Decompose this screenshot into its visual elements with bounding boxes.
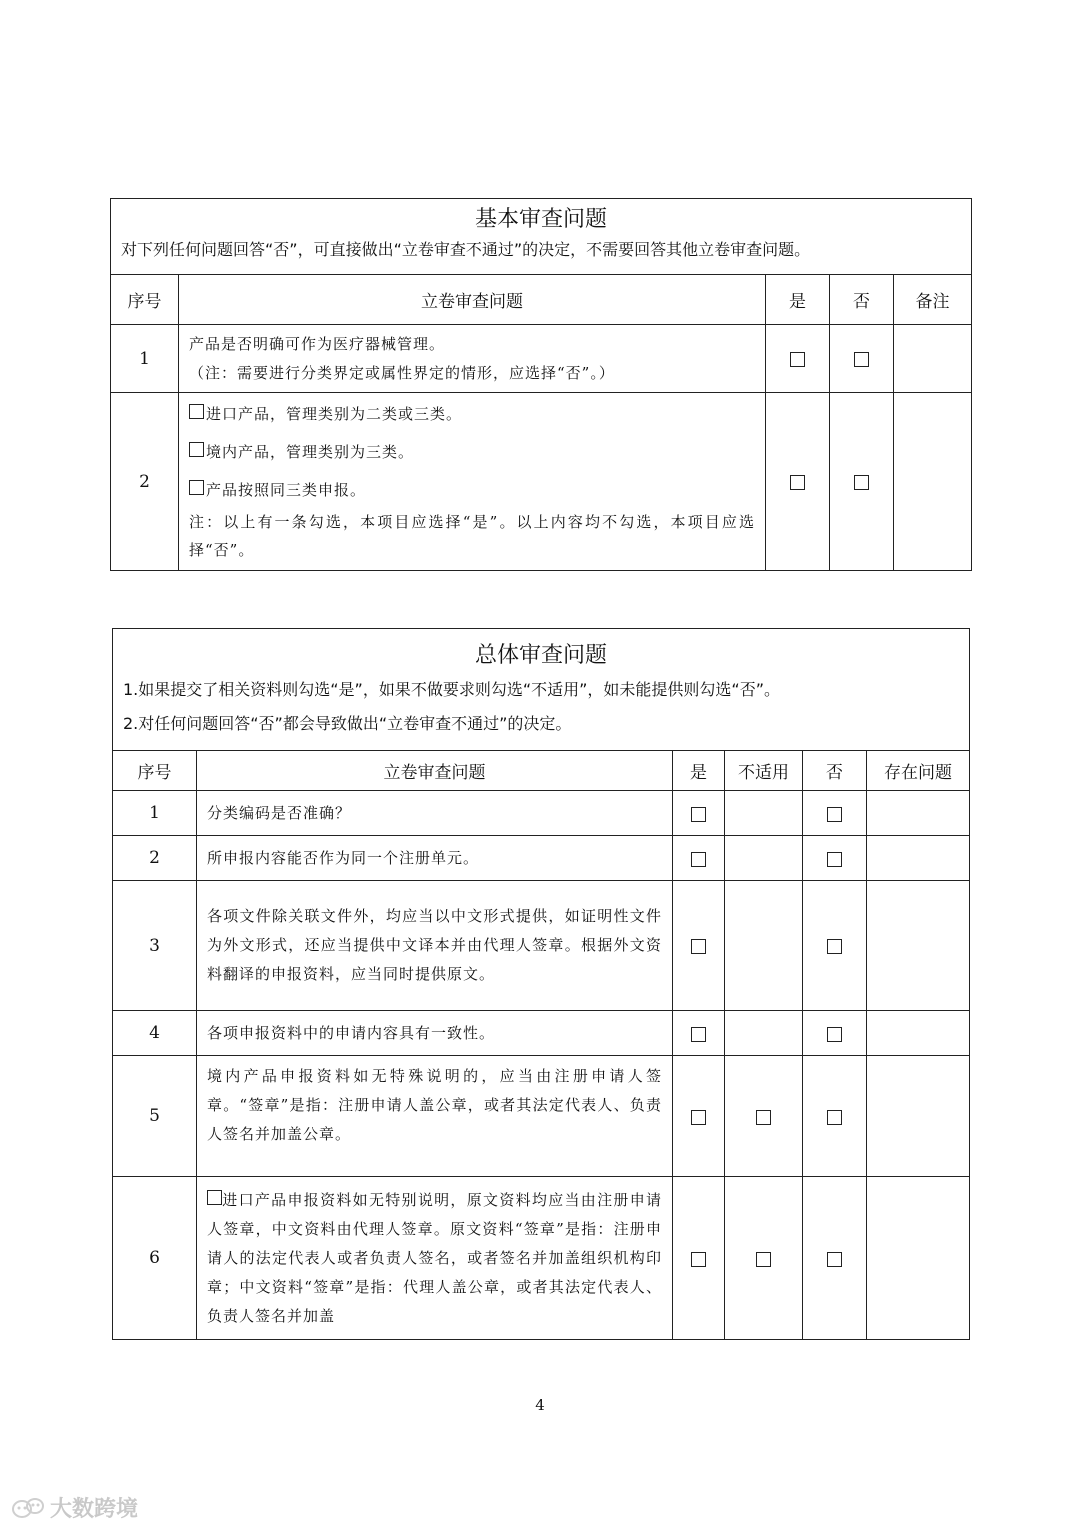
option-checkbox[interactable] xyxy=(189,442,204,457)
basic-header-no: 否 xyxy=(830,275,894,325)
basic-title-cell xyxy=(111,199,972,275)
not-applicable-cell xyxy=(725,791,803,836)
option-note: 注：以上有一条勾选，本项目应选择“是”。以上内容均不勾选，本项目应选择“否”。 xyxy=(189,512,755,559)
option-checkbox[interactable] xyxy=(207,1190,222,1205)
row-number: 5 xyxy=(113,1056,197,1177)
not-applicable-checkbox[interactable] xyxy=(756,1110,771,1125)
no-checkbox[interactable] xyxy=(827,852,842,867)
question-text xyxy=(179,393,766,571)
question-text: 各项文件除关联文件外，均应当以中文形式提供，如证明性文件为外文形式，还应当提供中文译本并由代理人签章。根据外文资料翻译的申报资料，应当同时提供原文。 xyxy=(197,881,673,1011)
yes-checkbox[interactable] xyxy=(691,852,706,867)
no-checkbox[interactable] xyxy=(827,1027,842,1042)
remarks-cell[interactable] xyxy=(894,393,972,571)
issues-cell[interactable] xyxy=(867,1056,970,1177)
remarks-cell[interactable] xyxy=(894,325,972,393)
overall-header-issues: 存在问题 xyxy=(867,751,970,791)
not-applicable-cell xyxy=(725,836,803,881)
overall-header-seq: 序号 xyxy=(113,751,197,791)
table-row xyxy=(113,1011,970,1056)
row-number: 6 xyxy=(113,1177,197,1340)
question-text: 分类编码是否准确？ xyxy=(197,791,673,836)
basic-header-question: 立卷审查问题 xyxy=(179,275,766,325)
row-number: 4 xyxy=(113,1011,197,1056)
not-applicable-cell xyxy=(725,881,803,1011)
basic-header-remarks: 备注 xyxy=(894,275,972,325)
basic-title: 基本审查问题 xyxy=(475,207,608,232)
table-row xyxy=(113,791,970,836)
table-row xyxy=(111,393,972,571)
question-text: 进口产品申报资料如无特别说明，原文资料均应当由注册申请人签章，中文资料由代理人签章。原文资料“签章”是指：注册申请人的法定代表人或者负责人签名，或者签名并加盖组织机构印章；中文资料“签章”是指：代理人盖公章，或者其法定代表人、负责人签名并加盖 xyxy=(197,1177,673,1340)
question-text: 产品是否明确可作为医疗器械管理。 （注：需要进行分类界定或属性界定的情形，应选择“否”。） xyxy=(179,325,766,393)
issues-cell[interactable] xyxy=(867,1177,970,1340)
overall-header-question: 立卷审查问题 xyxy=(197,751,673,791)
page-number: 4 xyxy=(535,1396,545,1414)
no-checkbox[interactable] xyxy=(827,1110,842,1125)
issues-cell[interactable] xyxy=(867,1011,970,1056)
row-number: 3 xyxy=(113,881,197,1011)
question-text: 所申报内容能否作为同一个注册单元。 xyxy=(197,836,673,881)
watermark-logo-icon xyxy=(10,1496,46,1520)
yes-checkbox[interactable] xyxy=(691,1110,706,1125)
yes-checkbox[interactable] xyxy=(790,352,805,367)
row-number: 2 xyxy=(111,393,179,571)
yes-checkbox[interactable] xyxy=(790,475,805,490)
basic-header-yes: 是 xyxy=(766,275,830,325)
issues-cell[interactable] xyxy=(867,791,970,836)
no-checkbox[interactable] xyxy=(827,939,842,954)
basic-intro: 对下列任何问题回答“否”，可直接做出“立卷审查不通过”的决定，不需要回答其他立卷审查问题。 xyxy=(121,240,811,259)
overall-review-table xyxy=(112,628,970,1340)
table-row xyxy=(113,881,970,1011)
table-row xyxy=(113,836,970,881)
no-checkbox[interactable] xyxy=(854,475,869,490)
yes-checkbox[interactable] xyxy=(691,939,706,954)
row-number: 1 xyxy=(113,791,197,836)
yes-checkbox[interactable] xyxy=(691,1252,706,1267)
option-checkbox[interactable] xyxy=(189,404,204,419)
question-text: 境内产品申报资料如无特殊说明的，应当由注册申请人签章。“签章”是指：注册申请人盖公章，或者其法定代表人、负责人签名并加盖公章。 xyxy=(197,1056,673,1177)
no-checkbox[interactable] xyxy=(827,807,842,822)
no-checkbox[interactable] xyxy=(827,1252,842,1267)
basic-review-table xyxy=(110,198,972,571)
basic-header-seq: 序号 xyxy=(111,275,179,325)
option-imported[interactable]: 进口产品，管理类别为二类或三类。 xyxy=(189,400,755,428)
yes-checkbox[interactable] xyxy=(691,1027,706,1042)
watermark-text: 大数跨境 xyxy=(50,1497,139,1522)
issues-cell[interactable] xyxy=(867,836,970,881)
issues-cell[interactable] xyxy=(867,881,970,1011)
no-checkbox[interactable] xyxy=(854,352,869,367)
overall-header-no: 否 xyxy=(803,751,867,791)
overall-title-cell xyxy=(113,629,970,751)
table-row xyxy=(113,1177,970,1340)
overall-intro-2: 2.对任何问题回答“否”都会导致做出“立卷审查不通过”的决定。 xyxy=(123,714,572,733)
question-text: 各项申报资料中的申请内容具有一致性。 xyxy=(197,1011,673,1056)
yes-checkbox[interactable] xyxy=(691,807,706,822)
overall-header-yes: 是 xyxy=(673,751,725,791)
not-applicable-cell xyxy=(725,1011,803,1056)
not-applicable-checkbox[interactable] xyxy=(756,1252,771,1267)
overall-header-na: 不适用 xyxy=(725,751,803,791)
watermark xyxy=(10,1492,138,1523)
option-class-three[interactable]: 产品按照同三类申报。 xyxy=(189,476,755,504)
row-number: 1 xyxy=(111,325,179,393)
option-domestic[interactable]: 境内产品，管理类别为三类。 xyxy=(189,438,755,466)
row-number: 2 xyxy=(113,836,197,881)
overall-intro-1: 1.如果提交了相关资料则勾选“是”，如果不做要求则勾选“不适用”，如未能提供则勾选“否”。 xyxy=(123,680,781,699)
overall-title: 总体审查问题 xyxy=(475,643,608,668)
table-row xyxy=(113,1056,970,1177)
table-row xyxy=(111,325,972,393)
option-checkbox[interactable] xyxy=(189,480,204,495)
